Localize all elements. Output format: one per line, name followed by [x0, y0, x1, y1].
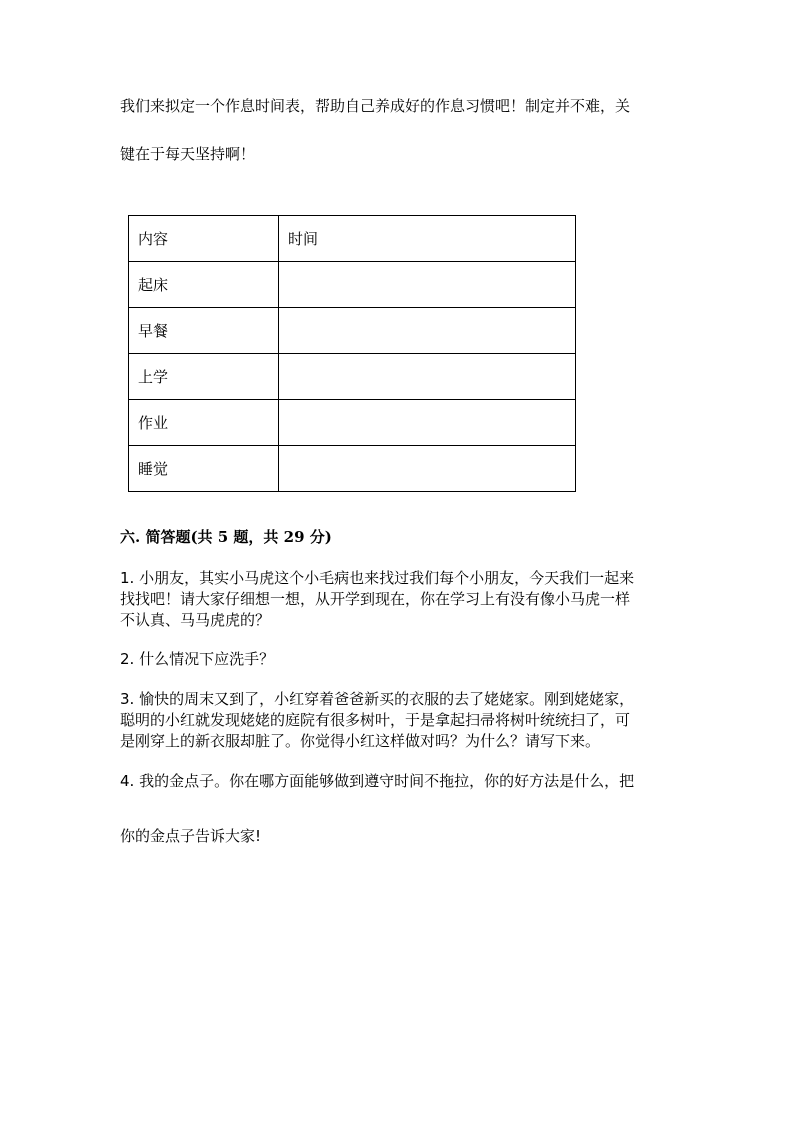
question-line: 你的金点子告诉大家!: [120, 827, 262, 845]
question-line: 是刚穿上的新衣服却脏了。你觉得小红这样做对吗？为什么？请写下来。: [120, 732, 601, 750]
table-row: [129, 308, 576, 354]
table-header-cell-time: 时间: [279, 216, 576, 262]
table-row: [129, 354, 576, 400]
table-cell-time[interactable]: [279, 308, 576, 354]
question-line: 2. 什么情况下应洗手？: [120, 650, 275, 668]
table-cell-time[interactable]: [279, 354, 576, 400]
table-cell-activity: 睡觉: [129, 446, 279, 492]
table-cell-time[interactable]: [279, 446, 576, 492]
table-cell-activity: 起床: [129, 262, 279, 308]
table-row: [129, 446, 576, 492]
table-row: [129, 262, 576, 308]
question-line: 3. 愉快的周末又到了，小红穿着爸爸新买的衣服的去了姥姥家。刚到姥姥家，: [120, 690, 635, 708]
table-cell-time[interactable]: [279, 262, 576, 308]
question-line: 找找吧！请大家仔细想一想，从开学到现在，你在学习上有没有像小马虎一样: [120, 590, 631, 608]
table-cell-activity: 作业: [129, 400, 279, 446]
schedule-table: [128, 215, 576, 492]
table-cell-activity: 上学: [129, 354, 279, 400]
question-line: 聪明的小红就发现姥姥的庭院有很多树叶，于是拿起扫帚将树叶统统扫了，可: [120, 711, 631, 729]
question-line: 4. 我的金点子。你在哪方面能够做到遵守时间不拖拉，你的好方法是什么，把: [120, 772, 635, 790]
table-cell-activity: 早餐: [129, 308, 279, 354]
intro-line-2: 键在于每天坚持啊！: [120, 145, 256, 163]
table-header-row: [129, 216, 576, 262]
intro-line-1: 我们来拟定一个作息时间表，帮助自己养成好的作息习惯吧！制定并不难，关: [120, 97, 631, 115]
table-cell-time[interactable]: [279, 400, 576, 446]
table-row: [129, 400, 576, 446]
table-header-cell-content: 内容: [129, 216, 279, 262]
question-line: 不认真、马马虎虎的？: [120, 611, 271, 629]
question-line: 1. 小朋友，其实小马虎这个小毛病也来找过我们每个小朋友，今天我们一起来: [120, 569, 635, 587]
section-title: 六. 简答题(共 5 题，共 29 分): [120, 528, 332, 546]
